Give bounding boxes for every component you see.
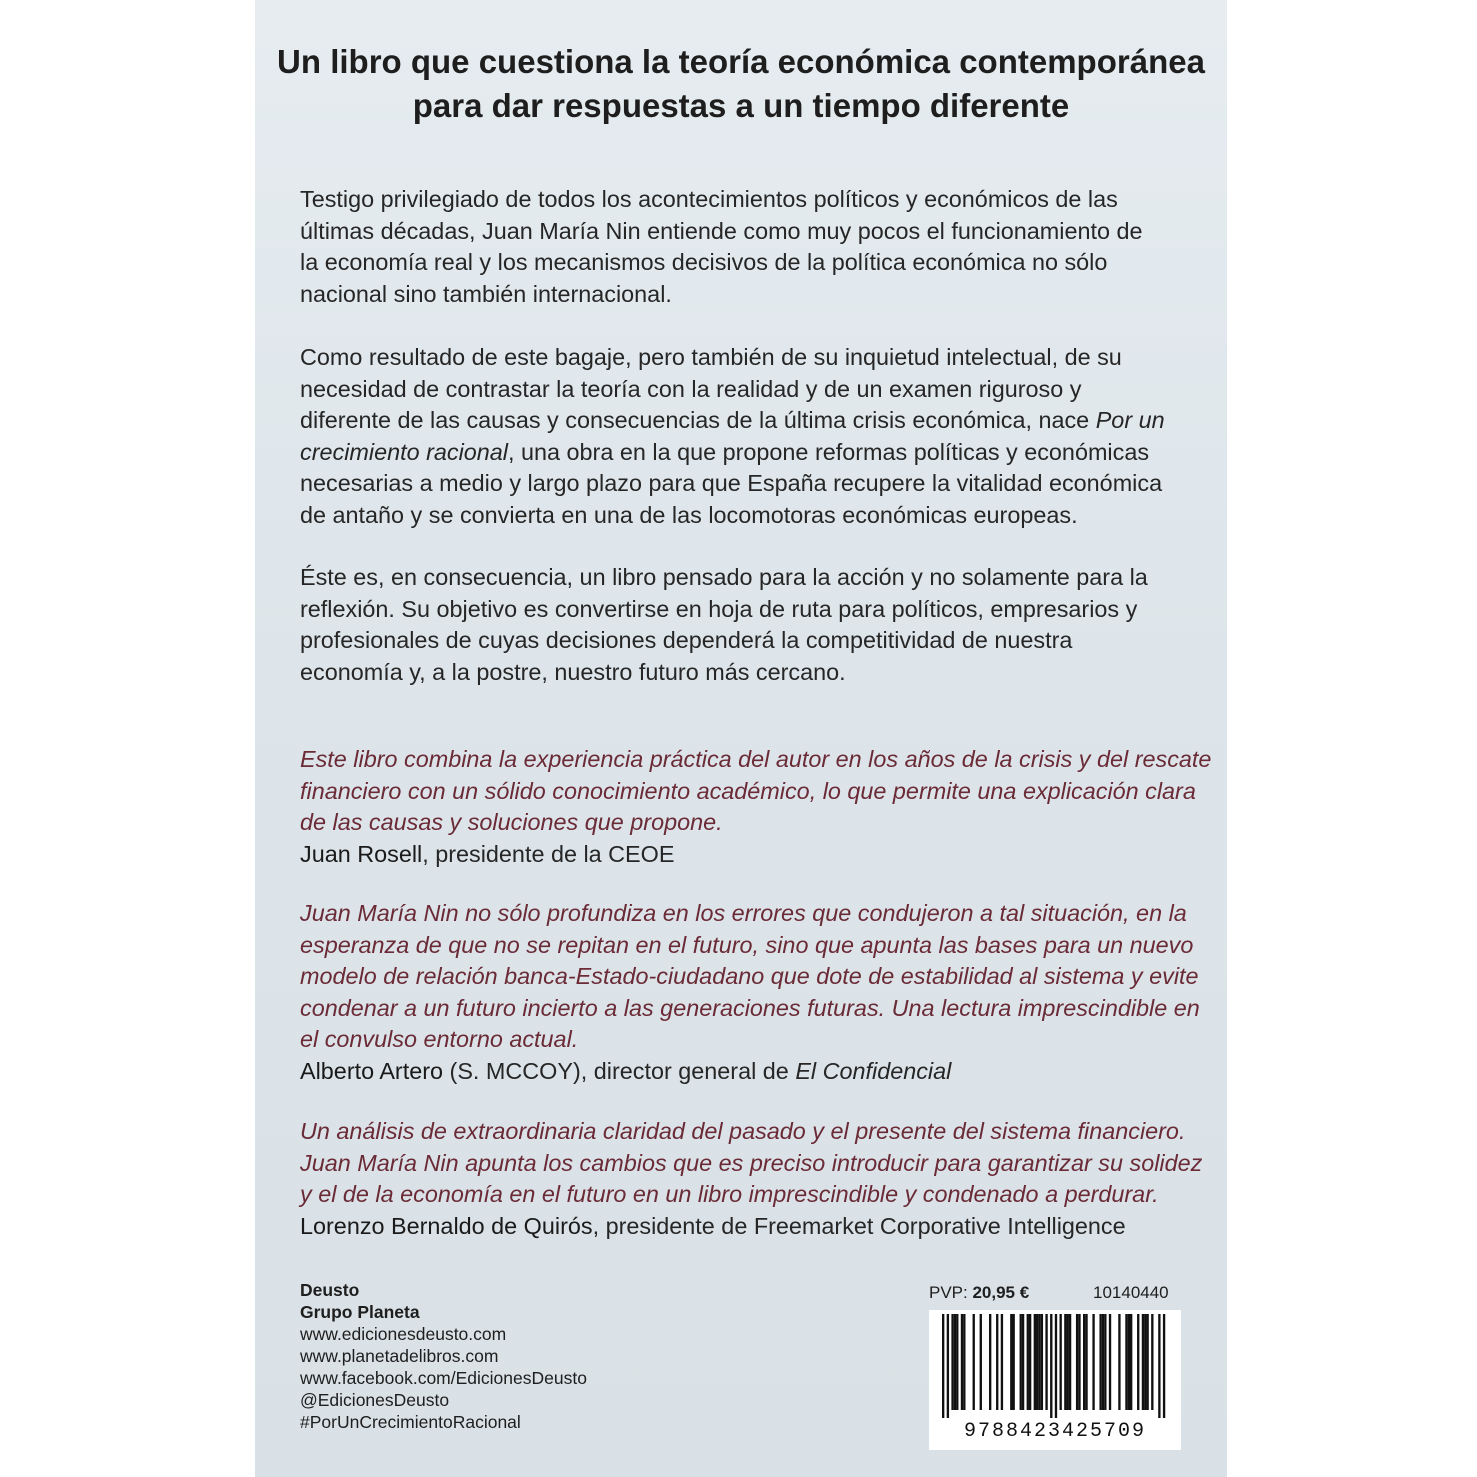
product-code: 10140440: [1093, 1283, 1169, 1302]
paragraph-line-text: diferente de las causas y consecuencias de la última crisis económica, nace: [300, 407, 1090, 433]
barcode: [929, 1310, 1181, 1450]
paragraph-2: [300, 342, 1190, 531]
barcode-bar: [1022, 1314, 1024, 1410]
paragraph-line: profesionales de cuyas decisiones dependerá la competitividad de nuestra: [300, 627, 1073, 653]
isbn-number: 9788423425709: [963, 1420, 1147, 1443]
paragraph-line: [300, 437, 1190, 469]
publisher-handle: @EdicionesDeusto: [300, 1390, 450, 1410]
barcode-bar: [1146, 1314, 1148, 1410]
quote-line: Juan María Nin no sólo profundiza en los errores que condujeron a tal situación, en la: [300, 900, 1187, 926]
barcode-bar: [1099, 1314, 1101, 1410]
quote-line: financiero con un sólido conocimiento académico, lo que permite una explicación clara: [300, 777, 1196, 804]
paragraph-line: necesidad de contrastar la teoría con la realidad y de un examen riguroso y: [300, 375, 1082, 402]
barcode-bar: [1041, 1314, 1043, 1410]
barcode-bar: [1109, 1314, 1111, 1410]
quote-line: de las causas y soluciones que propone.: [300, 809, 723, 835]
quote-author: Juan Rosell: [300, 840, 423, 867]
quote-role: , presidente de la CEOE: [422, 840, 675, 867]
barcode-bar: [1013, 1314, 1015, 1410]
paragraph-line: [300, 405, 1190, 437]
barcode-bar: [980, 1314, 982, 1410]
price-label: PVP:: [929, 1283, 973, 1302]
paragraph-line: nacional sino también internacional.: [300, 280, 672, 307]
barcode-bar: [1092, 1314, 1094, 1410]
price-value: 20,95 €: [972, 1283, 1030, 1302]
barcode-bar: [1102, 1314, 1104, 1410]
barcode-bar: [947, 1314, 949, 1418]
barcode-bar: [1029, 1314, 1031, 1410]
barcode-bar: [1034, 1314, 1036, 1410]
quote-attribution: [300, 839, 1200, 871]
paragraph-line: economía y, a la postre, nuestro futuro más cercano.: [300, 658, 846, 685]
paragraph-3: [300, 562, 1190, 688]
paragraph-line: Como resultado de este bagaje, pero también de su inquietud intelectual, de su: [300, 344, 1122, 370]
review-quote-1: [300, 744, 1212, 870]
barcode-bar: [1050, 1314, 1052, 1418]
quote-author: Lorenzo Bernaldo de Quirós: [300, 1212, 593, 1239]
back-cover: [255, 0, 1227, 1477]
review-quote-2: [300, 898, 1200, 1087]
publisher-link: www.planetadelibros.com: [300, 1346, 499, 1366]
paragraph-line: de antaño y se convierta en una de las locomotoras económicas europeas.: [300, 501, 1078, 528]
barcode-bar: [1076, 1314, 1078, 1410]
barcode-bar: [951, 1314, 953, 1410]
barcode-bar: [1036, 1314, 1038, 1410]
barcode-bar: [973, 1314, 975, 1410]
quote-attribution: [300, 1056, 1200, 1088]
quote-text: [300, 1116, 1203, 1211]
barcode-bar: [1020, 1314, 1022, 1410]
quote-author: Alberto Artero: [300, 1057, 444, 1084]
barcode-bar: [942, 1314, 944, 1418]
publisher-name: Deusto: [300, 1280, 360, 1300]
barcode-bar: [1137, 1314, 1139, 1410]
barcode-bar: [1128, 1314, 1130, 1410]
quote-text: [300, 744, 1212, 839]
barcode-bar: [1151, 1314, 1153, 1410]
barcode-bar: [1060, 1314, 1062, 1410]
barcode-bar: [1130, 1314, 1132, 1410]
barcode-bar: [1078, 1314, 1080, 1410]
publisher-group: Grupo Planeta: [300, 1302, 420, 1322]
quote-line: y el de la economía en el futuro en un libro imprescindible y condenado a perdurar.: [300, 1181, 1159, 1207]
barcode-bar: [956, 1314, 958, 1410]
barcode-bar: [961, 1314, 963, 1410]
paragraph-line: Éste es, en consecuencia, un libro pensado para la acción y no solamente para la: [300, 564, 1148, 590]
barcode-bar: [1083, 1314, 1085, 1410]
paragraph-line: Testigo privilegiado de todos los acontecimientos políticos y económicos de las: [300, 186, 1118, 212]
barcode-bar: [1163, 1314, 1165, 1418]
quote-line: Un análisis de extraordinaria claridad del pasado y el presente del sistema financiero.: [300, 1118, 1186, 1144]
quote-line: Juan María Nin apunta los cambios que es preciso introducir para garantizar su solidez: [300, 1149, 1203, 1176]
paragraph-line: últimas décadas, Juan María Nin entiende como muy pocos el funcionamiento de: [300, 217, 1143, 244]
barcode-bars: [929, 1310, 1181, 1420]
quote-line: el convulso entorno actual.: [300, 1026, 579, 1052]
publisher-link: www.edicionesdeusto.com: [300, 1324, 507, 1344]
barcode-bar: [1038, 1314, 1040, 1410]
quote-role: , presidente de Freemarket Corporative Intelligence: [592, 1212, 1126, 1239]
paragraph-line: necesarias a medio y largo plazo para que España recupere la vitalidad económica: [300, 470, 1163, 496]
quote-role: (S. MCCOY), director general de: [443, 1057, 796, 1084]
headline-line-2: para dar respuestas a un tiempo diferente: [412, 87, 1070, 124]
barcode-bar: [989, 1314, 991, 1410]
barcode-bar: [1067, 1314, 1069, 1410]
barcode-bar: [1045, 1314, 1047, 1410]
paragraph-1: [300, 184, 1190, 310]
barcode-bar: [1027, 1314, 1029, 1410]
quote-line: condenar a un futuro incierto a las generaciones futuras. Una lectura imprescindible en: [300, 994, 1200, 1021]
paragraph-line: reflexión. Su objetivo es convertirse en hoja de ruta para políticos, empresarios y: [300, 595, 1138, 622]
headline: [255, 40, 1227, 128]
book-title-part-2: crecimiento racional: [300, 438, 509, 465]
quote-attribution: [300, 1211, 1200, 1243]
price: [929, 1283, 1029, 1303]
quote-line: esperanza de que no se repitan en el futuro, sino que apunta las bases para un nuevo: [300, 931, 1194, 958]
barcode-bar: [1064, 1314, 1066, 1410]
quote-line: Este libro combina la experiencia práctica del autor en los años de la crisis y del rescate: [300, 746, 1212, 772]
book-title-part-1: Por un: [1095, 407, 1165, 433]
publisher-info: [300, 1279, 587, 1433]
quote-line: modelo de relación banca-Estado-ciudadano que dote de estabilidad al sistema y evite: [300, 963, 1199, 989]
paragraph-line-text: , una obra en la que propone reformas políticas y económicas: [508, 438, 1150, 465]
quote-text: [300, 898, 1200, 1056]
barcode-bar: [1118, 1314, 1120, 1410]
paragraph-line: la economía real y los mecanismos decisivos de la política económica no sólo: [300, 249, 1108, 275]
barcode-bar: [963, 1314, 965, 1410]
publisher-link: www.facebook.com/EdicionesDeusto: [300, 1368, 587, 1388]
barcode-bar: [1142, 1314, 1144, 1410]
barcode-bar: [1144, 1314, 1146, 1410]
headline-line-1: Un libro que cuestiona la teoría económica contemporánea: [277, 43, 1205, 80]
barcode-bar: [996, 1314, 998, 1410]
barcode-bar: [1069, 1314, 1071, 1410]
quote-role-publication: El Confidencial: [795, 1057, 952, 1084]
barcode-bar: [1010, 1314, 1012, 1410]
publisher-hashtag: #PorUnCrecimientoRacional: [300, 1412, 521, 1432]
barcode-bar: [1125, 1314, 1127, 1410]
barcode-bar: [1055, 1314, 1057, 1418]
barcode-bar: [1001, 1314, 1003, 1410]
barcode-bar: [1158, 1314, 1160, 1418]
barcode-bar: [954, 1314, 956, 1410]
barcode-bar: [1104, 1314, 1106, 1410]
barcode-bar: [1085, 1314, 1087, 1410]
review-quote-3: [300, 1116, 1203, 1242]
